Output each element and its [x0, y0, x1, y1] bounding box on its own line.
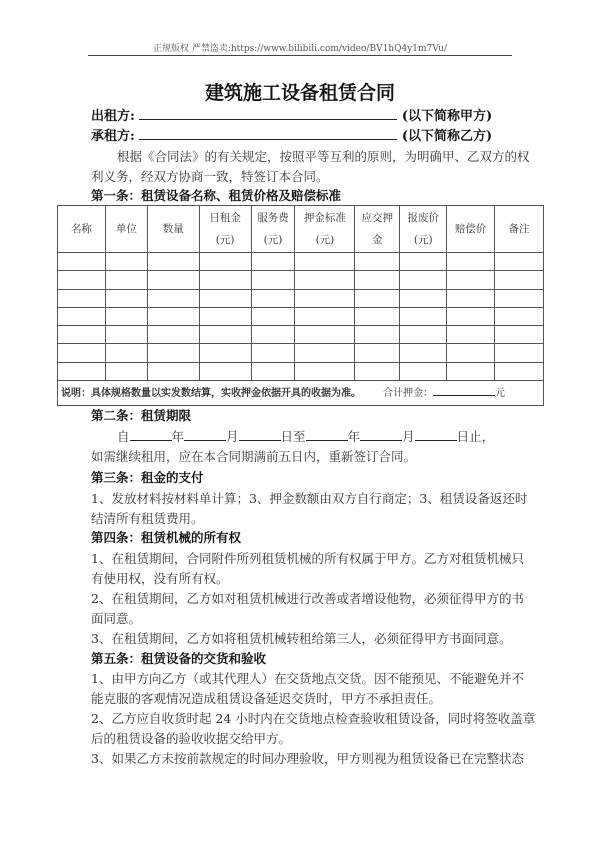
- table-cell[interactable]: [447, 253, 495, 271]
- end-month-field[interactable]: [360, 428, 402, 441]
- table-cell[interactable]: [58, 362, 106, 380]
- table-cell[interactable]: [147, 344, 199, 362]
- article4-line: 面同意。: [91, 611, 142, 626]
- table-cell[interactable]: [147, 253, 199, 271]
- date-text: 年: [347, 429, 361, 444]
- table-cell[interactable]: [58, 307, 106, 325]
- column-header-text: 数量: [162, 222, 184, 235]
- table-cell[interactable]: [105, 253, 147, 271]
- table-cell[interactable]: [251, 362, 295, 380]
- table-cell[interactable]: [105, 344, 147, 362]
- table-cell[interactable]: [105, 289, 147, 307]
- table-cell[interactable]: [355, 289, 400, 307]
- table-row: [58, 326, 544, 344]
- date-text: 日止，: [456, 429, 495, 444]
- column-header: [495, 206, 544, 253]
- table-cell[interactable]: [495, 362, 544, 380]
- article5-line: 能克服的客观情况造成租赁设备延迟交货时，甲方不承担责任。: [91, 691, 442, 706]
- article5-line: 3、如果乙方未按前款规定的时间办理验收，甲方则视为租赁设备已在完整状态: [91, 751, 524, 766]
- column-header: [355, 206, 400, 253]
- table-cell[interactable]: [400, 362, 447, 380]
- table-row: [58, 344, 544, 362]
- table-cell[interactable]: [199, 271, 251, 289]
- column-header: [251, 206, 295, 253]
- column-header-text: 日租金: [209, 212, 241, 224]
- table-cell[interactable]: [295, 289, 355, 307]
- lessor-field[interactable]: [139, 107, 397, 120]
- note-cell: [58, 381, 544, 406]
- column-header: [400, 206, 447, 253]
- table-cell[interactable]: [447, 326, 495, 344]
- lessor-suffix: (以下简称甲方): [401, 109, 493, 124]
- table-cell[interactable]: [251, 326, 295, 344]
- table-cell[interactable]: [105, 307, 147, 325]
- intro-line-2: 利义务，经双方协商一致，特签订本合同。: [91, 169, 329, 184]
- table-cell[interactable]: [295, 253, 355, 271]
- table-cell[interactable]: [355, 362, 400, 380]
- table-row: [58, 271, 544, 289]
- article4-line: 1、在租赁期间，合同附件所列租赁机械的所有权属于甲方。乙方对租赁机械只: [91, 551, 524, 566]
- table-cell[interactable]: [447, 362, 495, 380]
- table-cell[interactable]: [400, 307, 447, 325]
- table-cell[interactable]: [495, 326, 544, 344]
- table-cell[interactable]: [355, 307, 400, 325]
- table-cell[interactable]: [295, 307, 355, 325]
- end-year-field[interactable]: [306, 428, 348, 441]
- column-header-text: (元): [215, 234, 235, 246]
- date-text: 自: [117, 429, 130, 444]
- article3-heading: 第三条：租金的支付: [91, 470, 204, 485]
- column-header: [147, 206, 199, 253]
- table-cell[interactable]: [400, 326, 447, 344]
- column-header: [295, 206, 355, 253]
- table-cell[interactable]: [147, 362, 199, 380]
- column-header: [199, 206, 251, 253]
- table-cell[interactable]: [447, 289, 495, 307]
- column-header-text: 服务费: [257, 212, 289, 224]
- start-day-field[interactable]: [239, 428, 281, 441]
- article4-line: 有使用权，没有所有权。: [91, 571, 229, 586]
- table-cell[interactable]: [199, 289, 251, 307]
- article2-heading: 第二条：租赁期限: [91, 408, 192, 423]
- table-cell[interactable]: [355, 344, 400, 362]
- table-cell[interactable]: [105, 362, 147, 380]
- column-header-text: 备注: [508, 222, 530, 235]
- table-row: [58, 253, 544, 271]
- lessee-label: 承租方:: [91, 129, 135, 144]
- table-cell[interactable]: [105, 271, 147, 289]
- total-deposit-label: 合计押金：: [383, 388, 433, 400]
- column-header: [58, 206, 106, 253]
- table-cell[interactable]: [147, 271, 199, 289]
- table-cell[interactable]: [199, 344, 251, 362]
- table-cell[interactable]: [58, 253, 106, 271]
- table-cell[interactable]: [147, 307, 199, 325]
- table-cell[interactable]: [495, 253, 544, 271]
- article3-line: 1、发放材料按材料单计算；3、押金数额由双方自行商定；3、租赁设备返还时: [91, 491, 528, 506]
- article2-line-2: 如需继续租用，应在本合同期满前五日内，重新签订合同。: [91, 449, 417, 464]
- table-cell[interactable]: [495, 307, 544, 325]
- table-cell[interactable]: [295, 271, 355, 289]
- table-cell[interactable]: [199, 307, 251, 325]
- total-deposit-unit: 元: [495, 388, 505, 400]
- column-header-text: 金: [372, 234, 383, 246]
- article5-line: 后的租赁设备的验收收据交给甲方。: [91, 731, 292, 746]
- table-cell[interactable]: [251, 271, 295, 289]
- lessee-field[interactable]: [139, 127, 397, 140]
- table-cell[interactable]: [400, 271, 447, 289]
- table-cell[interactable]: [199, 362, 251, 380]
- table-cell[interactable]: [58, 326, 106, 344]
- column-header: [105, 206, 147, 253]
- table-cell[interactable]: [495, 271, 544, 289]
- table-cell[interactable]: [147, 289, 199, 307]
- table-cell[interactable]: [58, 271, 106, 289]
- lessee-suffix: (以下简称乙方): [401, 129, 493, 144]
- intro-line-1: 根据《合同法》的有关规定，按照平等互利的原则，为明确甲、乙双方的权: [117, 149, 530, 164]
- table-cell[interactable]: [495, 289, 544, 307]
- column-header-text: 报废价: [407, 212, 439, 224]
- table-cell[interactable]: [105, 326, 147, 344]
- table-cell[interactable]: [447, 307, 495, 325]
- column-header-text: 应交押: [361, 212, 394, 224]
- table-cell[interactable]: [400, 344, 447, 362]
- table-cell[interactable]: [447, 344, 495, 362]
- date-text: 日至: [280, 429, 306, 444]
- table-cell[interactable]: [295, 344, 355, 362]
- article4-line: 2、在租赁期间，乙方如对租赁机械进行改善或者增设他物，必须征得甲方的书: [91, 591, 524, 606]
- column-header-text: 单位: [115, 222, 137, 235]
- date-text: 年: [171, 429, 185, 444]
- lessor-line: [91, 107, 492, 127]
- table-cell[interactable]: [199, 253, 251, 271]
- article3-line: 结清所有租赁费用。: [91, 511, 204, 526]
- table-cell[interactable]: [400, 253, 447, 271]
- table-cell[interactable]: [355, 326, 400, 344]
- document-title: 建筑施工设备租赁合同: [204, 82, 395, 104]
- column-header: [447, 206, 495, 253]
- table-row: [58, 307, 544, 325]
- table-cell[interactable]: [447, 271, 495, 289]
- table-cell[interactable]: [251, 344, 295, 362]
- table-cell[interactable]: [199, 326, 251, 344]
- table-cell[interactable]: [400, 289, 447, 307]
- header-rule: [88, 55, 512, 56]
- article5-line: 2、乙方应自收货时起 24 小时内在交货地点检查验收租赁设备，同时将签收盖章: [91, 711, 536, 726]
- table-row: [58, 362, 544, 380]
- table-cell[interactable]: [355, 253, 400, 271]
- total-deposit-field[interactable]: [433, 385, 495, 396]
- column-header-text: (元): [413, 234, 433, 246]
- date-text: 月: [402, 429, 415, 444]
- table-cell[interactable]: [295, 362, 355, 380]
- start-month-field[interactable]: [184, 428, 226, 441]
- table-cell[interactable]: [251, 289, 295, 307]
- lessee-line: [91, 127, 492, 147]
- article5-line: 1、由甲方向乙方（或其代理人）在交货地点交货。因不能预见、不能避免并不: [91, 671, 524, 686]
- table-row: [58, 289, 544, 307]
- column-header-text: 押金标准: [303, 212, 346, 224]
- note-text: 说明：具体规格数量以实发数结算，实收押金依据开具的收据为准。: [61, 388, 361, 400]
- article5-heading: 第五条：租赁设备的交货和验收: [91, 651, 267, 666]
- start-year-field[interactable]: [130, 428, 172, 441]
- article4-line: 3、在租赁期间，乙方如将租赁机械转租给第三人，必须征得甲方书面同意。: [91, 631, 512, 646]
- lease-period-line: [117, 427, 494, 447]
- table-cell[interactable]: [251, 307, 295, 325]
- table-cell[interactable]: [295, 326, 355, 344]
- table-cell[interactable]: [495, 344, 544, 362]
- article1-heading: 第一条：租赁设备名称、租赁价格及赔偿标准: [91, 188, 342, 203]
- date-text: 月: [226, 429, 239, 444]
- table-cell[interactable]: [58, 289, 106, 307]
- watermark: 正规版权 严禁盗卖:https://www.bilibili.com/video/BV1hQ4y1m7Vu/: [152, 44, 448, 54]
- column-header-text: 赔偿价: [454, 222, 487, 235]
- table-cell[interactable]: [251, 253, 295, 271]
- equipment-table: [57, 205, 544, 406]
- end-day-field[interactable]: [415, 428, 457, 441]
- column-header-text: (元): [263, 234, 283, 246]
- table-cell[interactable]: [58, 344, 106, 362]
- lessor-label: 出租方:: [91, 109, 135, 124]
- article4-heading: 第四条：租赁机械的所有权: [91, 530, 242, 545]
- column-header-text: (元): [315, 234, 335, 246]
- table-cell[interactable]: [147, 326, 199, 344]
- column-header-text: 名称: [70, 222, 92, 235]
- table-cell[interactable]: [355, 271, 400, 289]
